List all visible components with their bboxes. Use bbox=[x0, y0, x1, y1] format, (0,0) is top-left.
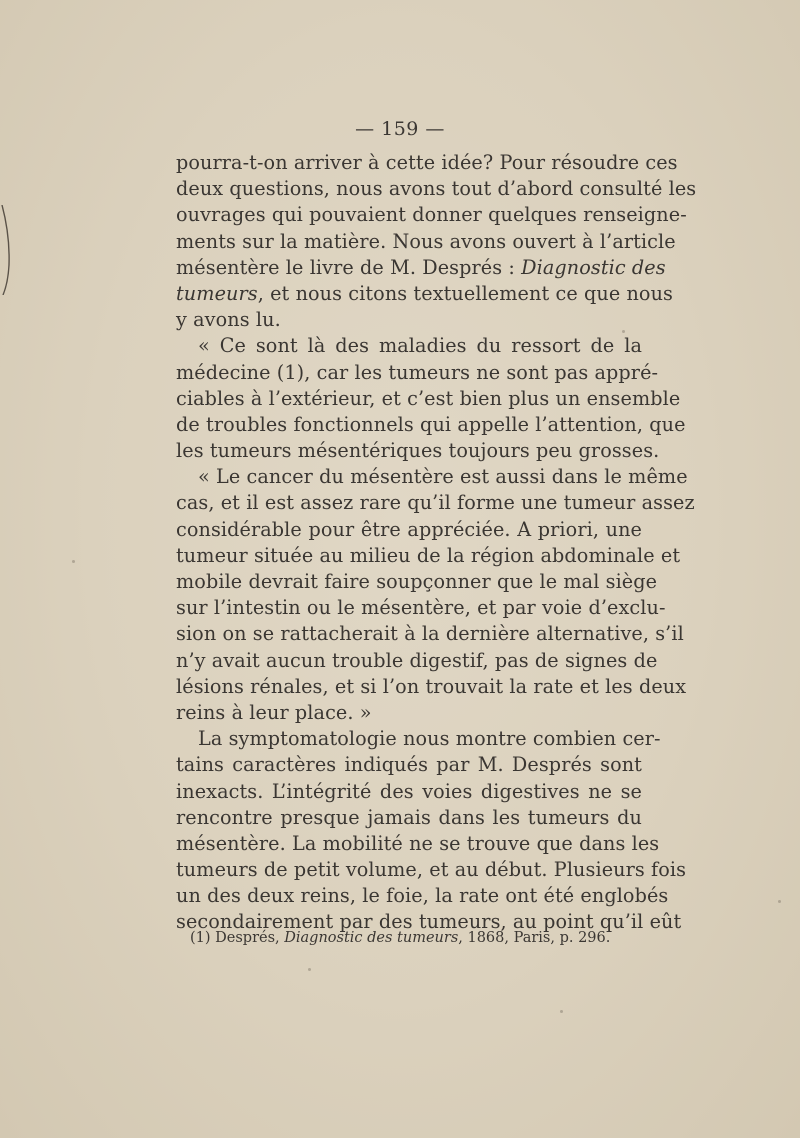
text-line: tumeurs, et nous citons textuellement ce que nous bbox=[176, 281, 673, 305]
paragraph-start: La symptomatologie nous montre combien cer- bbox=[198, 727, 661, 751]
text-line: tumeurs de petit volume, et au début. Plusieurs fois bbox=[176, 858, 687, 882]
paper-speck bbox=[308, 968, 311, 971]
body-text bbox=[176, 150, 697, 936]
paper-speck bbox=[622, 330, 625, 333]
text-line: les tumeurs mésentériques toujours peu grosses. bbox=[176, 439, 660, 463]
paragraph-start: « Le cancer du mésentère est aussi dans le même bbox=[198, 465, 688, 489]
text-line: de troubles fonctionnels qui appelle l’attention, que bbox=[176, 412, 686, 436]
italic-title: tumeurs bbox=[176, 281, 258, 305]
text-line: mésentère. La mobilité ne se trouve que dans les bbox=[176, 831, 660, 855]
text-line: rencontre presque jamais dans les tumeurs du bbox=[176, 805, 642, 829]
text-line: mésentère le livre de M. Després : Diagnostic des bbox=[176, 255, 666, 279]
text-line: n’y avait aucun trouble digestif, pas de signes de bbox=[176, 648, 658, 672]
page-number: — 159 — bbox=[355, 118, 445, 140]
text-line: considérable pour être appréciée. A priori, une bbox=[176, 517, 642, 541]
text-line: tumeur située au milieu de la région abdominale et bbox=[176, 543, 681, 567]
text-line: mobile devrait faire soupçonner que le mal siège bbox=[176, 570, 658, 593]
text-line: inexacts. L’intégrité des voies digestives ne se bbox=[176, 779, 642, 803]
text-line: y avons lu. bbox=[176, 308, 281, 332]
text-line: tains caractères indiqués par M. Després sont bbox=[176, 753, 642, 777]
italic-title: Diagnostic des tumeurs bbox=[284, 930, 459, 946]
text-line: lésions rénales, et si l’on trouvait la rate et les deux bbox=[176, 674, 687, 698]
text-line: un des deux reins, le foie, la rate ont été englobés bbox=[176, 884, 669, 908]
text-line: sur l’intestin ou le mésentère, et par voie d’exclu- bbox=[176, 596, 666, 620]
text-line: pourra-t-on arriver à cette idée? Pour résoudre ces bbox=[176, 151, 678, 174]
footnote: (1) Després, Diagnostic des tumeurs, 1868, Paris, p. 296. bbox=[190, 930, 611, 946]
text-line: secondairement par des tumeurs, au point qu’il eût bbox=[176, 910, 682, 934]
text-line: deux questions, nous avons tout d’abord consulté les bbox=[176, 177, 697, 201]
italic-title: Diagnostic des bbox=[521, 255, 666, 279]
text-line: ments sur la matière. Nous avons ouvert à l’article bbox=[176, 229, 676, 253]
paragraph-start: « Ce sont là des maladies du ressort de la bbox=[198, 334, 642, 358]
paper-speck bbox=[560, 1010, 563, 1013]
text-line: médecine (1), car les tumeurs ne sont pas appré- bbox=[176, 360, 659, 384]
paper-speck bbox=[72, 560, 75, 563]
text-line: ouvrages qui pouvaient donner quelques renseigne- bbox=[176, 203, 687, 227]
binding-edge-mark bbox=[0, 205, 14, 295]
text-line: sion on se rattacherait à la dernière alternative, s’il bbox=[176, 622, 684, 646]
paper-speck bbox=[778, 900, 781, 903]
text-line: reins à leur place. » bbox=[176, 700, 372, 724]
text-line: cas, et il est assez rare qu’il forme une tumeur assez bbox=[176, 491, 695, 515]
text-line: ciables à l’extérieur, et c’est bien plus un ensemble bbox=[176, 386, 681, 410]
